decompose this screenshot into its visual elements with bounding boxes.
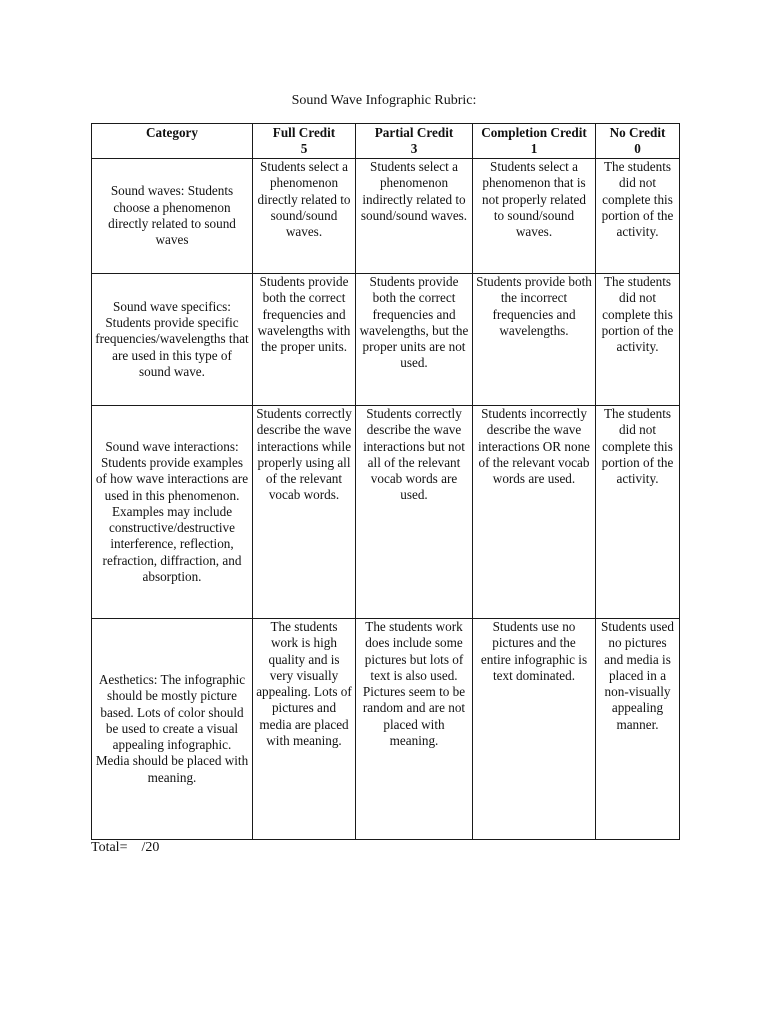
no-credit-cell: The students did not complete this portion of the activity. bbox=[596, 159, 680, 274]
completion-credit-cell: Students select a phenomenon that is not properly related to sound/sound waves. bbox=[473, 159, 596, 274]
rubric-row-sound-wave-specifics bbox=[92, 274, 680, 406]
header-no-credit-label: No Credit bbox=[609, 125, 666, 140]
category-cell: Aesthetics: The infographic should be mostly picture based. Lots of color should be used to create a visual appealing infographic. Media should be placed with meaning. bbox=[92, 619, 253, 840]
header-no-credit-points: 0 bbox=[634, 141, 641, 157]
full-credit-cell: Students correctly describe the wave interactions while properly using all of the relevant vocab words. bbox=[253, 406, 356, 619]
rubric-row-aesthetics bbox=[92, 619, 680, 840]
partial-credit-cell: Students correctly describe the wave interactions but not all of the relevant vocab words are used. bbox=[356, 406, 473, 619]
full-credit-cell: Students select a phenomenon directly related to sound/sound waves. bbox=[253, 159, 356, 274]
completion-credit-cell: Students use no pictures and the entire infographic is text dominated. bbox=[473, 619, 596, 840]
header-partial-credit bbox=[356, 124, 473, 159]
header-full-credit bbox=[253, 124, 356, 159]
category-cell: Sound wave interactions: Students provide examples of how wave interactions are used in this phenomenon. Examples may include constructive/destructive interference, reflection, refraction, diffraction, and absorption. bbox=[92, 406, 253, 619]
total-label: Total= bbox=[91, 840, 128, 855]
header-full-credit-label: Full Credit bbox=[272, 125, 336, 140]
no-credit-cell: Students used no pictures and media is placed in a non-visually appealing manner. bbox=[596, 619, 680, 840]
partial-credit-cell: Students provide both the correct frequencies and wavelengths, but the proper units are not used. bbox=[356, 274, 473, 406]
header-full-credit-points: 5 bbox=[300, 141, 308, 157]
category-cell: Sound waves: Students choose a phenomenon directly related to sound waves bbox=[92, 159, 253, 274]
completion-credit-cell: Students provide both the incorrect frequencies and wavelengths. bbox=[473, 274, 596, 406]
completion-credit-cell: Students incorrectly describe the wave interactions OR none of the relevant vocab words are used. bbox=[473, 406, 596, 619]
rubric-table bbox=[91, 123, 680, 840]
header-completion-credit-label: Completion Credit bbox=[481, 125, 587, 140]
no-credit-cell: The students did not complete this portion of the activity. bbox=[596, 274, 680, 406]
header-category bbox=[92, 124, 253, 159]
no-credit-cell: The students did not complete this portion of the activity. bbox=[596, 406, 680, 619]
header-category-label: Category bbox=[146, 125, 198, 140]
total-value: /20 bbox=[141, 840, 160, 855]
header-partial-credit-points: 3 bbox=[410, 141, 418, 157]
header-no-credit bbox=[596, 124, 680, 159]
header-completion-credit bbox=[473, 124, 596, 159]
header-row bbox=[92, 124, 680, 159]
partial-credit-cell: Students select a phenomenon indirectly related to sound/sound waves. bbox=[356, 159, 473, 274]
partial-credit-cell: The students work does include some pictures but lots of text is also used. Pictures seem to be random and are not placed with meaning. bbox=[356, 619, 473, 840]
rubric-row-sound-wave-interactions bbox=[92, 406, 680, 619]
category-cell: Sound wave specifics: Students provide specific frequencies/wavelengths that are used in this type of sound wave. bbox=[92, 274, 253, 406]
full-credit-cell: The students work is high quality and is very visually appealing. Lots of pictures and media are placed with meaning. bbox=[253, 619, 356, 840]
header-partial-credit-label: Partial Credit bbox=[374, 125, 454, 140]
rubric-title: Sound Wave Infographic Rubric: bbox=[291, 93, 477, 108]
full-credit-cell: Students provide both the correct frequencies and wavelengths with the proper units. bbox=[253, 274, 356, 406]
total-score-line bbox=[91, 839, 159, 857]
header-completion-credit-points: 1 bbox=[530, 141, 538, 157]
rubric-row-sound-waves bbox=[92, 159, 680, 274]
